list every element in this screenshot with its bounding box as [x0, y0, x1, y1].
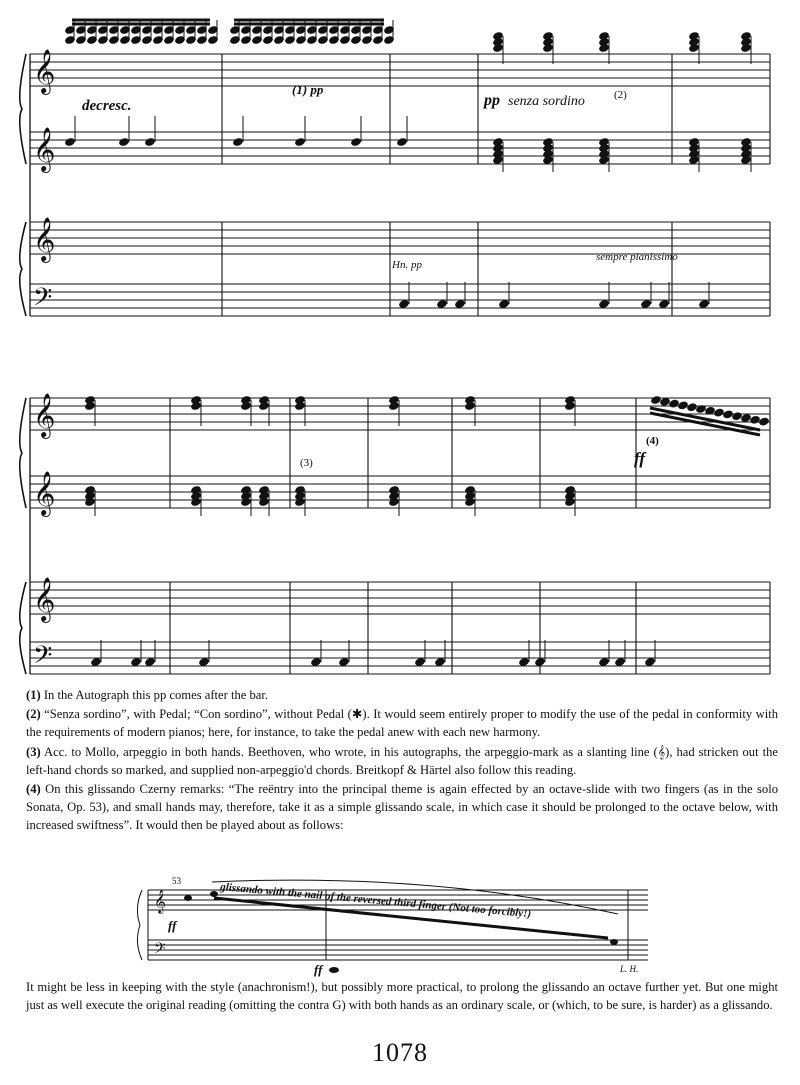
- svg-text:𝄢: 𝄢: [33, 283, 53, 318]
- closing-paragraph: It might be less in keeping with the style (anachronism!), but possibly more practical, to prolong the glissando an octave further yet. But one might just as well execute the original reading (omitting the contra G) with both hands as an ordinary scale, or (which, to be sure, is harder) as a glissando.: [26, 980, 778, 1013]
- svg-text:𝄞: 𝄞: [33, 393, 56, 437]
- svg-text:𝄞: 𝄞: [33, 577, 56, 621]
- glissando-example: [128, 868, 668, 978]
- svg-text:𝄞: 𝄞: [33, 217, 56, 261]
- footnote-1: (1) In the Autograph this pp comes after the bar.: [26, 688, 269, 702]
- footnote-3: (3) Acc. to Mollo, arpeggio in both hands. Beethoven, who wrote, in his autographs, the arpeggio-mark as a slanting line (𝄞), had stricken out the left-hand chords so marked, and supplied non-arpeggio'd chords. Breitkopf & Härtel also follow this reading.: [26, 744, 778, 777]
- svg-text:𝄞: 𝄞: [33, 49, 56, 93]
- svg-text:𝄞: 𝄞: [33, 471, 56, 515]
- senza-sordino-mark: senza sordino: [508, 94, 585, 109]
- example-ff-lower: ff: [314, 962, 323, 977]
- footnote-2: (2) “Senza sordino”, with Pedal; “Con sordino”, without Pedal (✱). It would seem entirely proper to modify the use of the pedal in conformity with the requirements of modern pianos; here, for instance, to take the pedal anew with each new harmony.: [26, 707, 778, 740]
- sempre-pianissimo-mark: sempre pianissimo: [596, 251, 678, 263]
- footnote3-mark: (3): [300, 457, 313, 469]
- footnote1-pp-mark: (1) pp: [292, 82, 324, 97]
- svg-text:𝄞: 𝄞: [154, 891, 166, 913]
- left-hand-mark: L. H.: [620, 964, 639, 974]
- fingering-mark: 53: [172, 876, 181, 886]
- ff-mark: ff: [634, 449, 646, 468]
- decresc-mark: decresc.: [82, 98, 132, 114]
- footnote-4: (4) On this glissando Czerny remarks: “The reëntry into the principal theme is again effected by an octave-slide with two fingers (as in the solo Sonata, Op. 53), and small hands may, therefore, take it as a simple glissando scale, in which case it should be prolonged to the octave below, with increased swiftness”. It would then be played about as follows:: [26, 782, 778, 833]
- glissando-instruction: glissando with the nail of the reversed third finger (Not too forcibly!): [219, 881, 532, 921]
- footnote4-mark: (4): [646, 435, 659, 447]
- page-number: 1078: [372, 1038, 428, 1067]
- pp-mark: pp: [484, 92, 500, 109]
- horn-pp-mark: Hn. pp: [392, 259, 422, 271]
- example-ff-upper: ff: [168, 918, 177, 933]
- footnotes: [26, 686, 778, 836]
- footnote2-mark: (2): [614, 89, 627, 101]
- svg-text:𝄢: 𝄢: [33, 641, 53, 676]
- svg-text:𝄢: 𝄢: [154, 940, 166, 960]
- svg-text:𝄞: 𝄞: [33, 127, 56, 171]
